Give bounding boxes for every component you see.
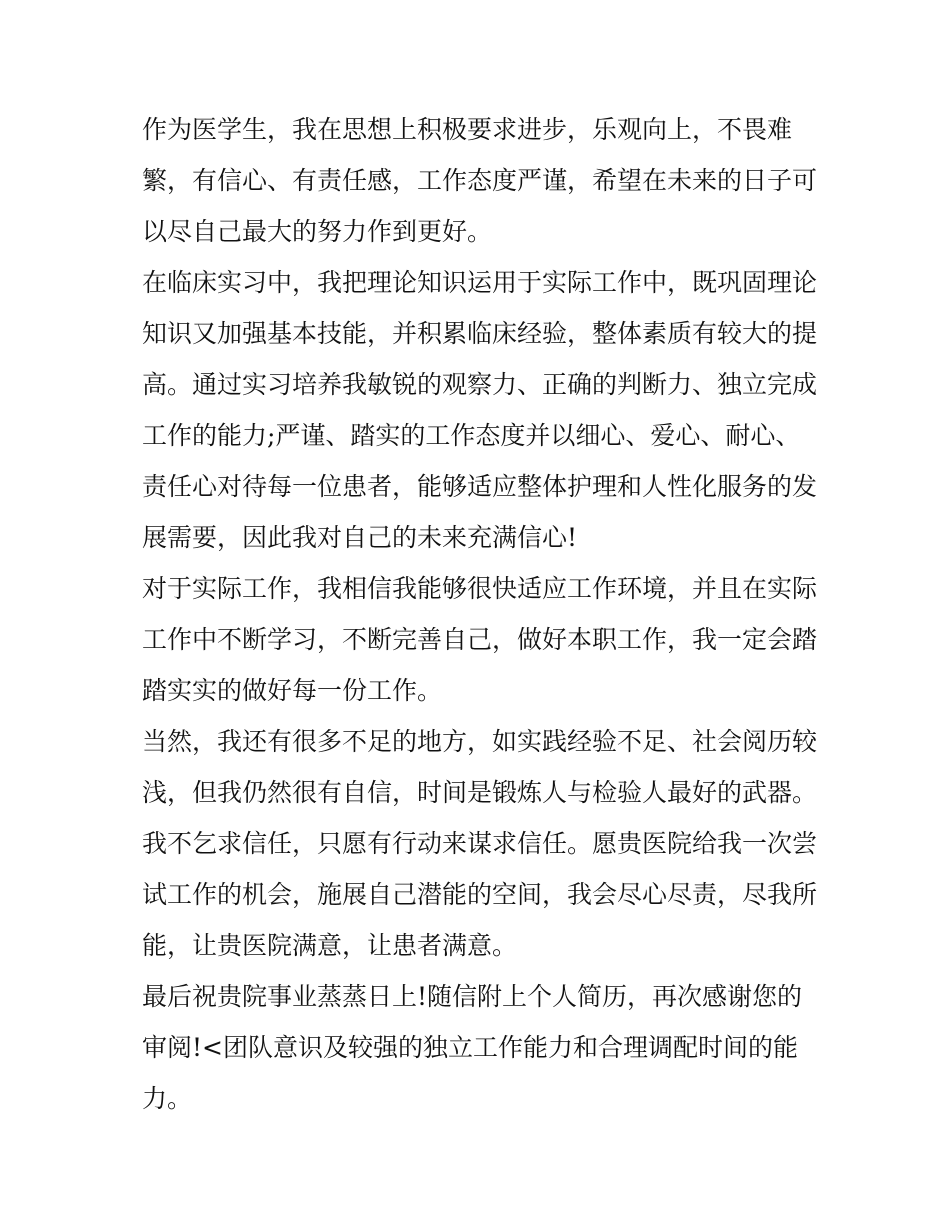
paragraph-4: 当然，我还有很多不足的地方，如实践经验不足、社会阅历较浅，但我仍然很有自信，时间是锻炼人与检验人最好的武器。 (142, 727, 818, 807)
paragraph-2: 在临床实习中，我把理论知识运用于实际工作中，既巩固理论知识又加强基本技能，并积累临床经验，整体素质有较大的提高。通过实习培养我敏锐的观察力、正确的判断力、独立完成工作的能力;严谨、踏实的工作态度并以细心、爱心、耐心、责任心对待每一位患者，能够适应整体护理和人性化服务的发展需要，因此我对自己的未来充满信心! (142, 268, 818, 552)
paragraph-5: 我不乞求信任，只愿有行动来谋求信任。愿贵医院给我一次尝试工作的机会，施展自己潜能的空间，我会尽心尽责，尽我所能，让贵医院满意，让患者满意。 (142, 829, 818, 960)
paragraph-1: 作为医学生，我在思想上积极要求进步，乐观向上，不畏难繁，有信心、有责任感，工作态度严谨，希望在未来的日子可以尽自己最大的努力作到更好。 (142, 115, 818, 246)
document-body (142, 104, 822, 1124)
paragraph-6: 最后祝贵院事业蒸蒸日上!随信附上个人简历，再次感谢您的审阅!<团队意识及较强的独立工作能力和合理调配时间的能力。 (142, 982, 803, 1113)
paragraph-3: 对于实际工作，我相信我能够很快适应工作环境，并且在实际工作中不断学习，不断完善自己，做好本职工作，我一定会踏踏实实的做好每一份工作。 (142, 574, 818, 705)
